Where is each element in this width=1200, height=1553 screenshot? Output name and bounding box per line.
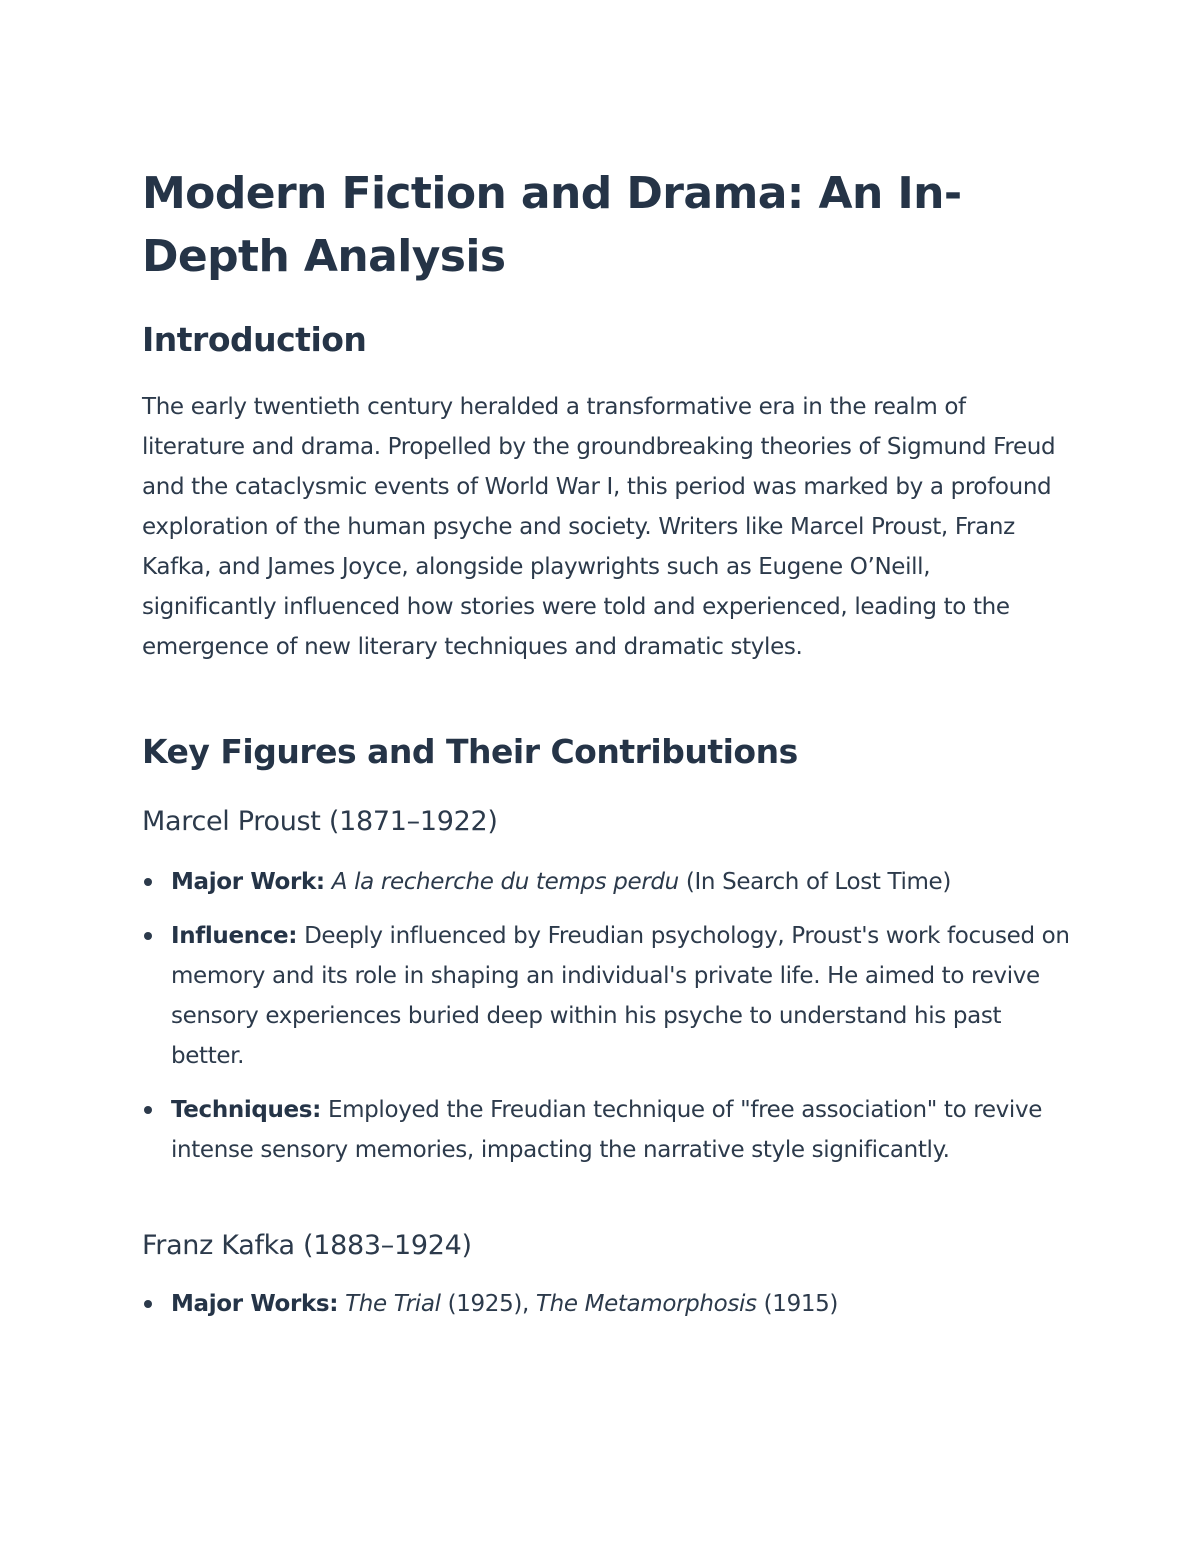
- work-year: (1925),: [440, 1291, 536, 1317]
- techniques-text: Employed the Freudian technique of "free association" to revive intense sensory memories, impacting the narrative style significantly.: [171, 1097, 1043, 1163]
- kafka-bullet-list: [142, 1284, 1072, 1338]
- list-item-proust-influence: [142, 916, 1072, 1076]
- list-item-proust-major-work: [142, 862, 1072, 902]
- work-title: A la recherche du temps perdu: [331, 869, 679, 895]
- proust-bullet-list: [142, 862, 1072, 1184]
- label-influence: Influence:: [171, 923, 298, 949]
- subheading-marcel-proust: Marcel Proust (1871–1922): [142, 806, 498, 837]
- label-techniques: Techniques:: [171, 1097, 321, 1123]
- work-title: The Metamorphosis: [535, 1291, 757, 1317]
- work-title: The Trial: [345, 1291, 441, 1317]
- document-title: Modern Fiction and Drama: An In-Depth Analysis: [142, 168, 962, 282]
- section-heading-key-figures: Key Figures and Their Contributions: [142, 732, 798, 771]
- bullet-icon: [144, 932, 152, 940]
- label-major-work: Major Work:: [171, 869, 325, 895]
- work-translation: (In Search of Lost Time): [678, 869, 951, 895]
- list-item-kafka-major-works: [142, 1284, 1072, 1324]
- subheading-franz-kafka: Franz Kafka (1883–1924): [142, 1230, 472, 1261]
- list-item-proust-techniques: [142, 1090, 1072, 1170]
- introduction-paragraph: The early twentieth century heralded a transformative era in the realm of literature and drama. Propelled by the groundbreaking theories of Sigmund Freud and the cataclysmic events of World War I, this period was marked by a profound exploration of the human psyche and society. Writers like Marcel Proust, Franz Kafka, and James Joyce, alongside playwrights such as Eugene O’Neill, significantly influenced how stories were told and experienced, leading to the emergence of new literary techniques and dramatic styles.: [142, 394, 1056, 660]
- bullet-icon: [144, 1106, 152, 1114]
- label-major-works: Major Works:: [171, 1291, 339, 1317]
- bullet-icon: [144, 1300, 152, 1308]
- influence-text: Deeply influenced by Freudian psychology, Proust's work focused on memory and its role in shaping an individual's private life. He aimed to revive sensory experiences buried deep within his psyche to understand his past better.: [171, 923, 1070, 1069]
- work-year: (1915): [756, 1291, 839, 1317]
- section-heading-introduction: Introduction: [142, 320, 367, 359]
- bullet-icon: [144, 878, 152, 886]
